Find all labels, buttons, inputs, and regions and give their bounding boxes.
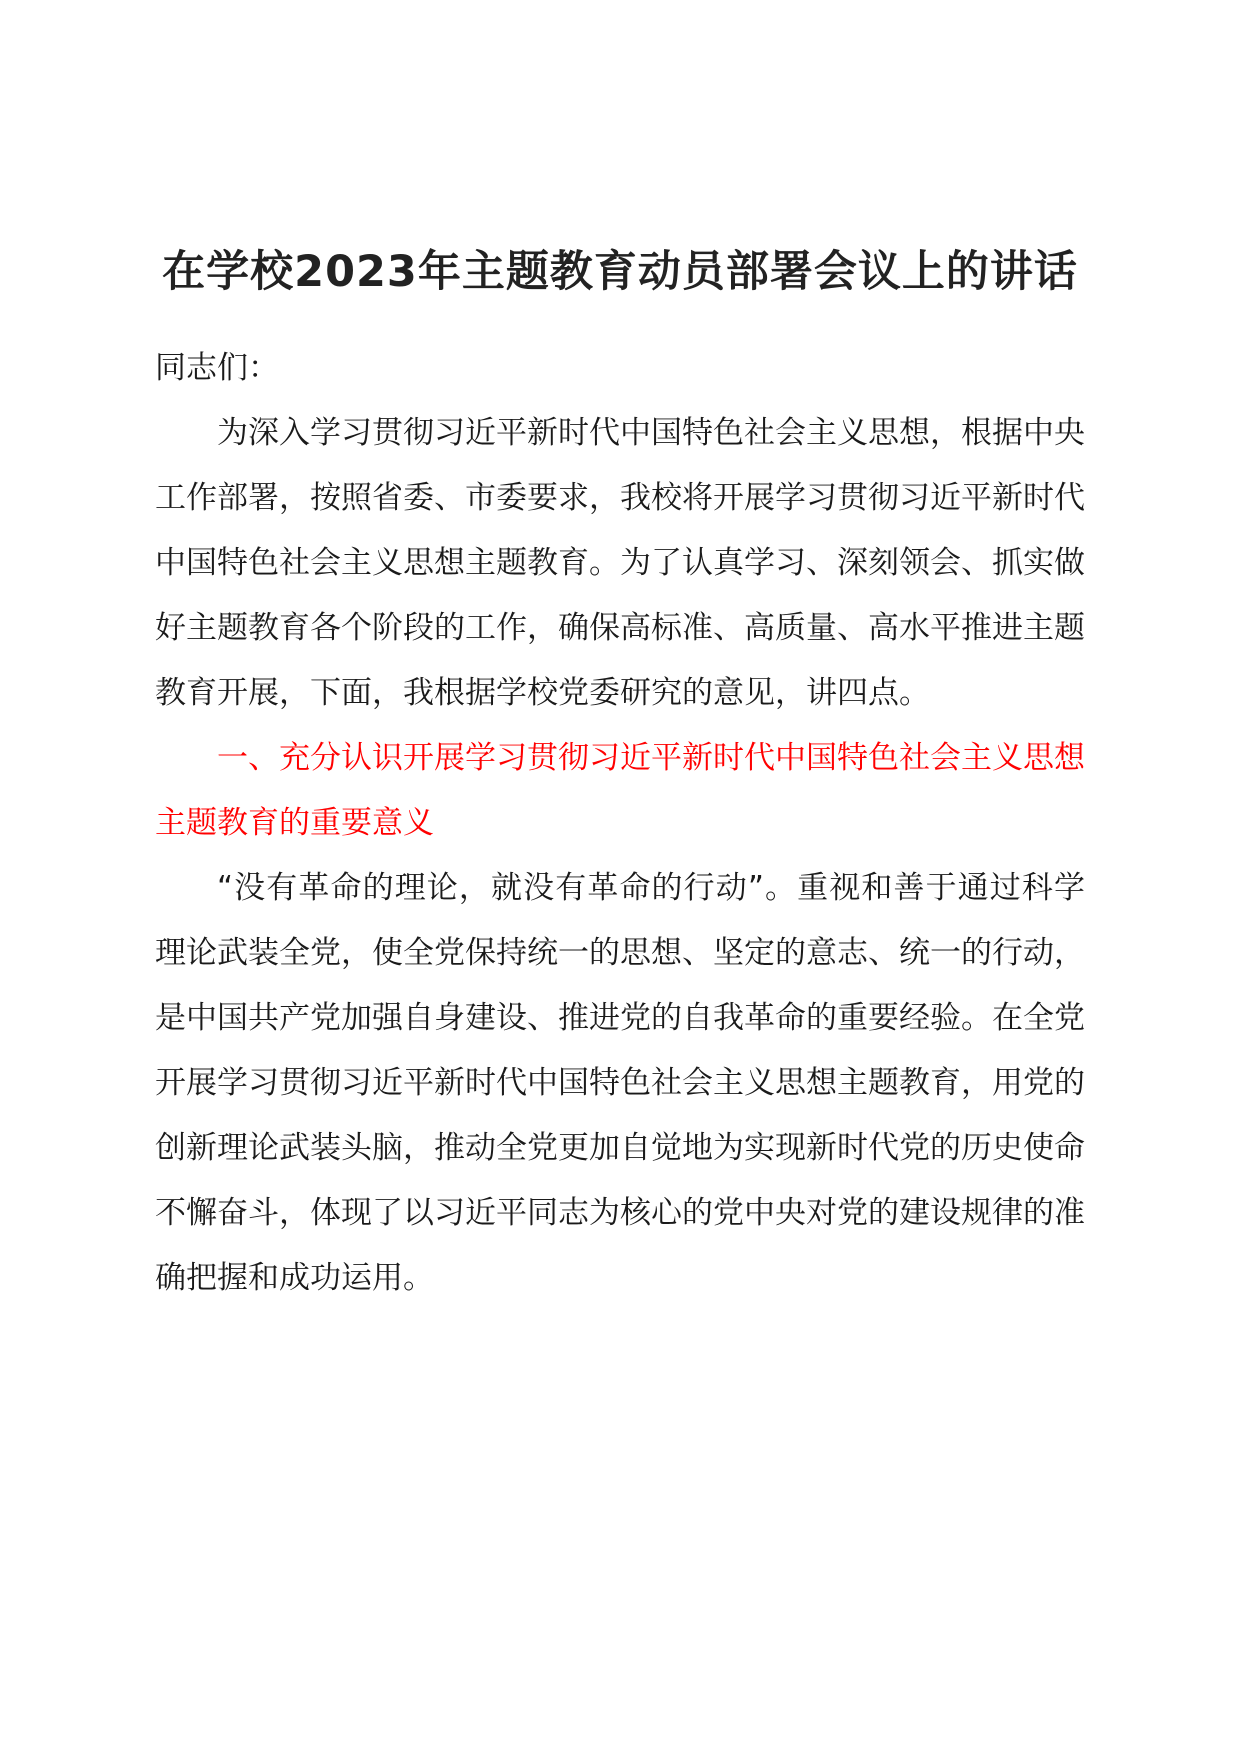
document-title: 在学校2023年主题教育动员部署会议上的讲话 [162, 247, 1078, 297]
intro-paragraph: 为深入学习贯彻习近平新时代中国特色社会主义思想，根据中央工作部署，按照省委、市委要求，我校将开展学习贯彻习近平新时代中国特色社会主义思想主题教育。为了认真学习、深刻领会、抓实做好主题教育各个阶段的工作，确保高标准、高质量、高水平推进主题教育开展，下面，我根据学校党委研究的意见，讲四点。 [155, 415, 1085, 711]
document-body [155, 240, 1085, 1311]
section-1-heading: 一、充分认识开展学习贯彻习近平新时代中国特色社会主义思想主题教育的重要意义 [155, 740, 1085, 841]
salutation: 同志们： [155, 350, 279, 386]
section-1-paragraph: “没有革命的理论，就没有革命的行动”。重视和善于通过科学理论武装全党，使全党保持统一的思想、坚定的意志、统一的行动，是中国共产党加强自身建设、推进党的自我革命的重要经验。在全党开展学习贯彻习近平新时代中国特色社会主义思想主题教育，用党的创新理论武装头脑，推动全党更加自觉地为实现新时代党的历史使命不懈奋斗，体现了以习近平同志为核心的党中央对党的建设规律的准确把握和成功运用。 [155, 870, 1085, 1296]
